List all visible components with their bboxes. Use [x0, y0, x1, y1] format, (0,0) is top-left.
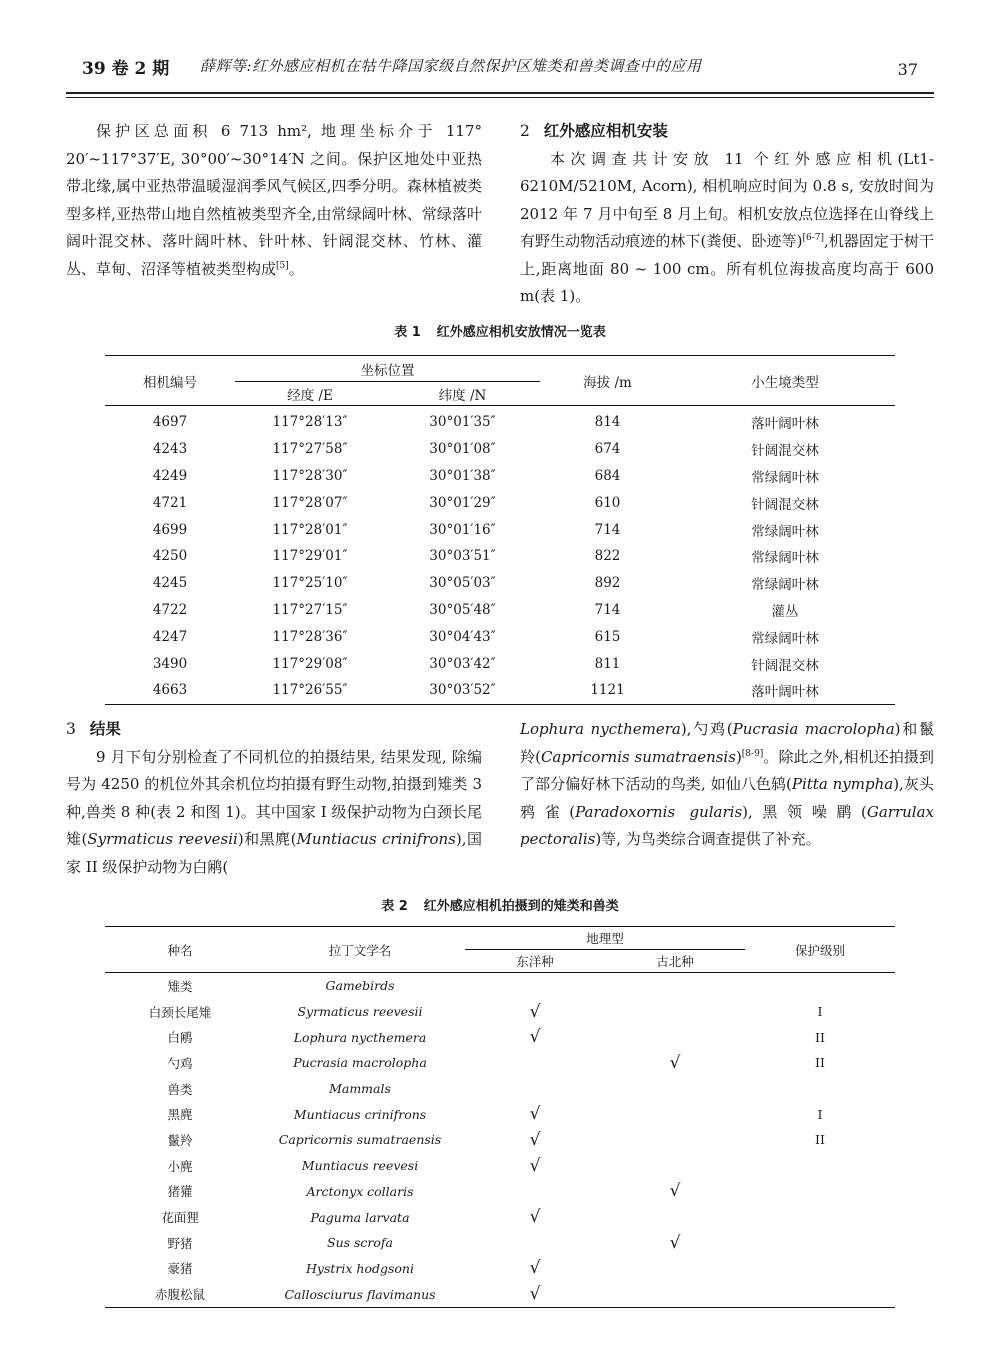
oriental-cell	[465, 1076, 605, 1102]
section-2-heading: 2 红外感应相机安装	[520, 122, 668, 140]
longitude-cell: 117°29′08″	[272, 655, 348, 672]
page-number: 37	[897, 60, 918, 79]
col-palearctic: 古北种	[605, 950, 745, 973]
latin-name-cell: Hystrix hodgsoni	[306, 1260, 414, 1276]
altitude-cell: 892	[594, 575, 621, 592]
longitude-cell: 117°26′55″	[272, 682, 348, 699]
running-header	[82, 52, 918, 82]
palearctic-cell: √	[669, 1052, 681, 1073]
latitude-cell: 30°05′48″	[429, 601, 496, 618]
table-row	[105, 623, 895, 650]
species-cell: 小麂	[167, 1158, 193, 1174]
camera-id-cell: 3490	[152, 655, 188, 672]
habitat-cell: 常绿阔叶林	[751, 550, 819, 567]
species-cell: 兽类	[167, 1081, 193, 1097]
table-row	[105, 1179, 895, 1205]
table-2	[105, 926, 895, 1308]
palearctic-cell	[605, 1281, 745, 1307]
habitat-cell: 针阔混交林	[751, 496, 819, 513]
oriental-cell: √	[529, 1207, 541, 1228]
protection-level-cell	[745, 973, 895, 999]
latin-name-cell: Sus scrofa	[327, 1235, 393, 1251]
species-cell: 白颈长尾雉	[148, 1004, 212, 1020]
col-longitude: 经度 /E	[235, 382, 385, 406]
oriental-cell: √	[529, 1129, 541, 1150]
habitat-cell: 常绿阔叶林	[751, 577, 819, 594]
altitude-cell: 822	[594, 548, 621, 565]
species-cell: 勺鸡	[167, 1055, 193, 1071]
col-species: 种名	[105, 927, 255, 973]
altitude-cell: 615	[594, 628, 621, 645]
camera-id-cell: 4245	[152, 575, 188, 592]
camera-id-cell: 4721	[152, 494, 188, 511]
protection-level-cell: II	[815, 1029, 825, 1045]
col-coordinates: 坐标位置	[235, 356, 540, 382]
left-column-intro	[66, 118, 482, 283]
latitude-cell: 30°03′52″	[429, 682, 496, 699]
camera-id-cell: 4247	[152, 628, 188, 645]
longitude-cell: 117°28′07″	[272, 494, 348, 511]
protection-level-cell	[745, 1204, 895, 1230]
oriental-cell	[465, 1050, 605, 1076]
oriental-cell: √	[529, 1001, 541, 1022]
section-3-continued	[520, 716, 934, 854]
table-1-caption: 表 1 红外感应相机安放情况一览表	[394, 325, 606, 340]
longitude-cell: 117°27′15″	[272, 601, 348, 618]
latin-name-cell: Callosciurus flavimanus	[284, 1286, 436, 1302]
longitude-cell: 117°27′58″	[272, 441, 348, 458]
header-rule-thin	[66, 97, 934, 98]
camera-id-cell: 4243	[152, 441, 188, 458]
altitude-cell: 714	[594, 601, 621, 618]
altitude-cell: 674	[594, 441, 621, 458]
intro-paragraph: 保护区总面积 6 713 hm², 地理坐标介于 117° 20′~117°37′E, 30°00′~30°14′N 之间。保护区地处中亚热带北缘,属中亚热带温暖湿润季风气候区,四季分明。森林植被类型多样,亚热带山地自然植被类型齐全,由常绿阔叶林、常绿落叶阔叶混交林、落叶阔叶林、针叶林、针阔混交林、竹林、灌丛、草甸、沼泽等植被类型构成[5]。	[66, 122, 482, 278]
table-row	[105, 597, 895, 624]
latin-name-cell: Gamebirds	[325, 978, 395, 994]
table-row	[105, 1024, 895, 1050]
palearctic-cell	[605, 1024, 745, 1050]
table-row	[105, 1076, 895, 1102]
longitude-cell: 117°28′36″	[272, 628, 348, 645]
altitude-cell: 1121	[590, 682, 625, 699]
table-row	[105, 489, 895, 516]
species-cell: 雉类	[167, 978, 193, 994]
palearctic-cell: √	[669, 1181, 681, 1202]
table-row	[105, 1101, 895, 1127]
latin-name-cell: Arctonyx collaris	[306, 1183, 414, 1199]
oriental-cell	[465, 1230, 605, 1256]
table-row	[105, 463, 895, 490]
col-oriental: 东洋种	[465, 950, 605, 973]
volume-issue: 39 卷 2 期	[82, 59, 170, 79]
table-row	[105, 1153, 895, 1179]
altitude-cell: 610	[594, 494, 621, 511]
latin-name-cell: Mammals	[329, 1081, 391, 1097]
protection-level-cell	[745, 1230, 895, 1256]
col-geographic-type: 地理型	[465, 927, 745, 950]
palearctic-cell	[605, 1076, 745, 1102]
latitude-cell: 30°01′35″	[429, 414, 496, 431]
altitude-cell: 684	[594, 467, 621, 484]
section-3-paragraph: 9 月下旬分别检查了不同机位的拍摄结果, 结果发现, 除编号为 4250 的机位外其余机位均拍摄有野生动物,拍摄到雉类 3 种,兽类 8 种(表 2 和图 1)。其中国家 I 级保护动物为白颈长尾雉(Syrmaticus reevesii)和黑麂(Muntiacus crinifrons),国家 II 级保护动物为白鹇(	[66, 747, 482, 876]
table-1	[105, 355, 895, 705]
oriental-cell: √	[529, 1104, 541, 1125]
table-row	[105, 1204, 895, 1230]
protection-level-cell: I	[817, 1004, 823, 1020]
longitude-cell: 117°25′10″	[272, 575, 348, 592]
longitude-cell: 117°28′13″	[272, 414, 348, 431]
table-row	[105, 570, 895, 597]
camera-id-cell: 4722	[152, 601, 188, 618]
table-row	[105, 677, 895, 704]
protection-level-cell	[745, 1076, 895, 1102]
protection-level-cell	[745, 1153, 895, 1179]
latin-name-cell: Syrmaticus reevesii	[297, 1004, 423, 1020]
latitude-cell: 30°05′03″	[429, 575, 496, 592]
section-3-paragraph-continued: Lophura nycthemera),勺鸡(Pucrasia macrolopha)和鬣羚(Capricornis sumatraensis)[8-9]。除此之外,相机还拍摄到了部分偏好林下活动的鸟类, 如仙八色鸫(Pitta nympha),灰头鸦雀(Paradoxornis gularis),黑领噪鹛(Garrulax pectoralis)等, 为鸟类综合调查提供了补充。	[520, 720, 934, 848]
latitude-cell: 30°04′43″	[429, 628, 496, 645]
camera-id-cell: 4249	[152, 467, 188, 484]
oriental-cell: √	[529, 1284, 541, 1305]
table-row	[105, 973, 895, 999]
palearctic-cell	[605, 1256, 745, 1282]
protection-level-cell	[745, 1256, 895, 1282]
latin-name-cell: Muntiacus reevesi	[301, 1158, 419, 1174]
species-cell: 豪猪	[167, 1261, 193, 1277]
protection-level-cell: I	[817, 1106, 823, 1122]
palearctic-cell	[605, 1101, 745, 1127]
altitude-cell: 811	[594, 655, 621, 672]
species-cell: 花面狸	[161, 1210, 199, 1226]
table-2-caption: 表 2 红外感应相机拍摄到的雉类和兽类	[381, 899, 619, 914]
col-protection-level: 保护级别	[745, 927, 895, 973]
longitude-cell: 117°28′30″	[272, 467, 348, 484]
camera-id-cell: 4250	[152, 548, 188, 565]
col-altitude: 海拔 /m	[540, 356, 675, 406]
header-rule-thick	[66, 92, 934, 94]
palearctic-cell	[605, 999, 745, 1025]
species-cell: 赤腹松鼠	[154, 1287, 205, 1303]
altitude-cell: 814	[594, 414, 621, 431]
species-cell: 猪獾	[167, 1184, 193, 1200]
palearctic-cell: √	[669, 1232, 681, 1253]
table-row	[105, 406, 895, 436]
latin-name-cell: Capricornis sumatraensis	[278, 1132, 442, 1148]
oriental-cell: √	[529, 1027, 541, 1048]
palearctic-cell	[605, 1153, 745, 1179]
running-title: 薛辉等:红外感应相机在牯牛降国家级自然保护区雉类和兽类调查中的应用	[200, 57, 702, 75]
table-row	[105, 1127, 895, 1153]
habitat-cell: 针阔混交林	[751, 443, 819, 460]
protection-level-cell	[745, 1179, 895, 1205]
camera-id-cell: 4699	[152, 521, 188, 538]
table-row	[105, 650, 895, 677]
oriental-cell: √	[529, 1258, 541, 1279]
latitude-cell: 30°03′51″	[429, 548, 496, 565]
latitude-cell: 30°01′08″	[429, 441, 496, 458]
col-camera-id: 相机编号	[105, 356, 235, 406]
latin-name-cell: Pucrasia macrolopha	[293, 1055, 427, 1071]
table-row	[105, 1230, 895, 1256]
longitude-cell: 117°28′01″	[272, 521, 348, 538]
latitude-cell: 30°01′16″	[429, 521, 496, 538]
habitat-cell: 针阔混交林	[751, 657, 819, 674]
habitat-cell: 常绿阔叶林	[751, 469, 819, 486]
col-latin-name: 拉丁文学名	[255, 927, 465, 973]
table-row	[105, 436, 895, 463]
camera-id-cell: 4663	[152, 682, 188, 699]
table-row	[105, 1256, 895, 1282]
palearctic-cell	[605, 1204, 745, 1230]
oriental-cell	[465, 1179, 605, 1205]
section-3-heading: 3 结果	[66, 720, 121, 738]
table-row	[105, 1050, 895, 1076]
habitat-cell: 常绿阔叶林	[751, 630, 819, 647]
protection-level-cell	[745, 1281, 895, 1307]
longitude-cell: 117°29′01″	[272, 548, 348, 565]
latin-name-cell: Paguma larvata	[310, 1209, 410, 1225]
oriental-cell	[465, 973, 605, 999]
table-row	[105, 999, 895, 1025]
table-row	[105, 543, 895, 570]
species-cell: 白鹇	[167, 1030, 193, 1046]
habitat-cell: 灌丛	[771, 603, 799, 620]
latitude-cell: 30°01′29″	[429, 494, 496, 511]
table-row	[105, 1281, 895, 1307]
latin-name-cell: Muntiacus crinifrons	[293, 1106, 427, 1122]
section-2-paragraph: 本次调查共计安放 11 个红外感应相机(Lt1-6210M/5210M, Acorn), 相机响应时间为 0.8 s, 安放时间为 2012 年 7 月中旬至 8 月上旬。相机安放点位选择在山脊线上有野生动物活动痕迹的林下(粪便、卧迹等)[6-7],机器固定于树干上,距离地面 80 ~ 100 cm。所有机位海拔高度均高于 600 m(表 1)。	[520, 149, 934, 305]
col-latitude: 纬度 /N	[385, 382, 540, 406]
habitat-cell: 常绿阔叶林	[751, 523, 819, 540]
altitude-cell: 714	[594, 521, 621, 538]
habitat-cell: 落叶阔叶林	[751, 684, 819, 701]
table-row	[105, 516, 895, 543]
latitude-cell: 30°03′42″	[429, 655, 496, 672]
protection-level-cell: II	[815, 1132, 825, 1148]
species-cell: 黑麂	[167, 1107, 193, 1123]
habitat-cell: 落叶阔叶林	[751, 416, 819, 433]
species-cell: 鬣羚	[167, 1132, 193, 1148]
species-cell: 野猪	[167, 1235, 193, 1251]
palearctic-cell	[605, 973, 745, 999]
latin-name-cell: Lophura nycthemera	[293, 1029, 427, 1045]
palearctic-cell	[605, 1127, 745, 1153]
oriental-cell: √	[529, 1155, 541, 1176]
section-2	[520, 118, 934, 311]
camera-id-cell: 4697	[152, 414, 188, 431]
section-3	[66, 716, 482, 881]
col-habitat: 小生境类型	[675, 356, 895, 406]
latitude-cell: 30°01′38″	[429, 467, 496, 484]
protection-level-cell: II	[815, 1055, 825, 1071]
